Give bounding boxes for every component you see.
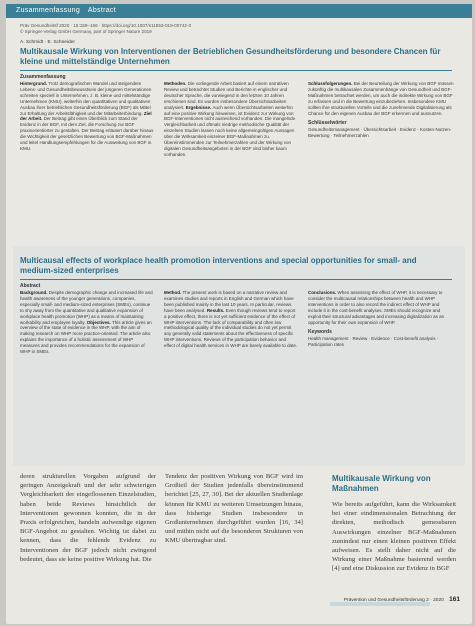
article-meta — [20, 23, 320, 35]
background-lead: Background. — [20, 290, 49, 295]
title-english: Multicausal effects of workplace health promotion interventions and special opportunities for small- and medium-sized enterprises — [20, 256, 417, 275]
ziel-lead: Ziel der Arbeit. — [20, 110, 152, 122]
results-text: Even though reviews tend to report a positive effect, there is not yet sufficient evidence of the effect of WHP interventions. The lack of comparability and often low methodological quality of the individual studies do not yet permit any generally valid statements about the effectiveness of specific WHP interventions. Reviews of the participation behavior and effect of digital health services in WHP are barely available to date. — [164, 307, 298, 349]
ergebnisse-lead: Ergebnisse. — [185, 104, 213, 110]
header-label-de: Zusammenfassung — [16, 7, 81, 14]
abstract-col-1 — [20, 290, 154, 460]
abstract-col-2 — [164, 290, 298, 460]
title-german: Multikausale Wirkung von Interventionen der Betrieblichen Gesundheitsförderung und besondere Chancen für kleine und mittelständige Unternehmen — [20, 47, 441, 66]
method-text: The present work is based on a narrative review and examines studies and reports in English and German which have been published mainly in the last 10 years. In particular, reviews have been analysed. — [164, 290, 294, 313]
objectives-lead: Objectives. — [86, 319, 112, 325]
copyright-line: © Springer-Verlag GmbH Germany, part of Springer Nature 2019 — [20, 29, 152, 34]
section-title-multikausal: Multikausale Wirkung von Maßnahmen — [332, 474, 431, 493]
section-header-bar — [6, 4, 472, 18]
divider — [20, 70, 452, 71]
keywords-text: Health management · Review · Evidence · Cost-benefit analysis · Participation rates — [308, 336, 439, 348]
zusammenfassung-heading: Zusammenfassung — [20, 74, 66, 80]
page-footer — [300, 596, 460, 603]
header-label-en: Abstract — [87, 7, 116, 14]
authors: A. Schmidt · E. Schneider — [20, 40, 75, 45]
schluesselwoerter-text: Gesundheitsmanagement · Übersichtsarbeit · Evidenz · Kosten-Nutzen-Bewertung · Teilnehmerzahlen — [308, 127, 452, 139]
schlussfolgerungen-text: Bei der Beurteilung der Wirkung von BGF müssen zukünftig die multikausalen Zusammenhänge von Gesundheit und BGF-Maßnahmen betrachtet werden, um auch die indirekte Wirkung von BGF zu erfassen und in die Bewertung einzubeziehen. Insbesondere KMU sollten ihre strukturellen Vorteile und die zunehmende Digitalisierung als Chance für den eigenen Ausbau der BGF erkennen und ausnutzen. — [308, 81, 454, 116]
conclusions-text: When assessing the effect of WHP, it is necessary to consider the multicausal relationships between health and WHP interventions in order to also record the indirect effect of WHP and include it in the cost-benefit analyses. SMEs should recognize and exploit their structural advantages and increasing digitalization as an opportunity for their own expansion of WHP. — [308, 290, 445, 325]
ziel-text: Der Beitrag gibt einen Überblick zum Stand der Evidenz in der BGF, mit dem Ziel, die Forschung zur BGF praxisorientierter zu gestalten. Der Beitrag erläutert darüber hinaus die Wichtigkeit der gesetzlichen Bewertung von BGF-Maßnahmen und leitet Handlungsempfehlungen für die Ausweitung von BGF in KMU. — [20, 116, 154, 151]
conclusions-lead: Conclusions. — [308, 290, 338, 295]
hintergrund-text: Trotz demografischen Wandel und steigendem Lebens- und Gesundheitsbewusstsein der jüngeren Generationen schreiten speziell in Unternehmen, z. B. kleine und mittelständige Unternehmen (KMU), weiterhin den quantitativen und qualitativen Ausbau ihrer betrieblichen Gesundheitsförderung (BGF) als Mittel zur Erhaltung der Arbeitsfähigkeit und der Mitarbeiterbindung. — [20, 81, 152, 116]
page-number: 161 — [449, 596, 460, 603]
zusammenfassung-col-1 — [20, 81, 154, 239]
keywords-heading: Keywords — [308, 329, 332, 336]
body-col-3: Wie bereits aufgeführt, kann die Wirksamkeit bei einer eindimensionalen Betrachtung der direkten, methodisch gemessbaren Auswirkungen einzelner BGF-Maßnahmen zumindest nur einen kleinen positiven Effekt aufweisen. Es stellt daher nicht auf die Wirkung einer Maßnahme basierend werden [4] und eine Diskussion zur Evidenz in BGF — [332, 501, 456, 573]
methoden-lead: Methoden. — [164, 81, 188, 86]
schlussfolgerungen-lead: Schlussfolgerungen. — [308, 81, 354, 86]
results-lead: Results. — [206, 307, 226, 313]
citation-line: Präv Gesundheitsf 2020 · 15:159–166 · https://doi.org/10.1007/s11553-019-00742-3 — [20, 23, 192, 28]
hintergrund-lead: Hintergrund. — [20, 81, 49, 86]
zusammenfassung-col-3 — [308, 81, 454, 239]
ergebnisse-text: Auch wenn Übersichtsarbeiten weiterhin auf eine positive Wirkung hinweisen, ist Evidenz zur Wirkung von BGF-Interventionen nicht ausreichend vorhanden. Die mangelnde Vergleichbarkeit und oftmals niedrige methodische Qualität der einzelnen Studien lassen noch keine allgemeingültigen Aussagen über die Wirksamkeit einzelner BGF-Maßnahmen zu. Übereinstimmenden zur Teilnehmerzahlen und der Wirkung von digitalen Gesundheitsangeboten in der BGF sind bisher kaum vorhanden. — [164, 104, 296, 157]
background-text: Despite demographic change and increased life and health awareness of the younger generations, companies, especially small- and medium-sized enterprises (SMEs), continue to shy away from the quantitative and qualitative expansion of workplace health promotion (WHP) as a means of maintaining workability and employee loyalty. — [20, 290, 153, 325]
objectives-text: This article gives an overview of the state of evidence in the WHP, with the aim of making research on WHP more practice-oriented. The article also explains the importance of a holistic assessment of WHP measures and provides recommendations for the expansion of WHP in SMEs. — [20, 319, 152, 355]
abstract-heading: Abstract — [20, 283, 41, 289]
divider — [20, 279, 452, 280]
method-lead: Method. — [164, 290, 183, 295]
abstract-col-3 — [308, 290, 454, 460]
body-col-1: deren strukturellen Vorgaben aufgrund der geringen Anzeigekraft und der sehr schwierigen Vergleichbarkeit der eingeflossenen Einzelstudien, haben beide Reviews hinsichtlich der Interventionen gewonnen konnten, die in der Praxis erfolgreichen, handeln aufwendige eigenen BGF-Angebot zu gestalten. Wichtig ist dabei zu kennen, dass die fehlende Evidenz zu Interventionen der BGF jedoch nicht zwingend bedeutet, dass sie keine positive Wirkung hat. Die — [20, 473, 156, 563]
body-col-2: Tendenz der positiven Wirkung von BGF wird im Großteil der Studien jedenfalls übereinstimmend berichtet [25, 27, 30]. Bei der aktuellen Studienlage können für KMU zu weiteren Umsetzungen hinaus, dass bisherige Studien insbesondere in Großunternehmen durchgeführt wurden [16, 34] und mithin nicht auf die besonderen Strukturen von KMU übertragbar sind. — [165, 473, 303, 545]
zusammenfassung-col-2 — [164, 81, 298, 239]
methoden-text: Die vorliegende Arbeit basiert auf einem narrativen Review und betrachtet Studien und Berichte in englischer und deutscher Sprache, die vorwiegend in den letzten 10 Jahren erschienen sind. Es wurden insbesondere Übersichtsarbeiten analysiert. — [164, 81, 289, 110]
journal-name: Prävention und Gesundheitsförderung 2 · 2020 — [343, 598, 444, 603]
schluesselwoerter-heading: Schlüsselwörter — [308, 120, 347, 127]
